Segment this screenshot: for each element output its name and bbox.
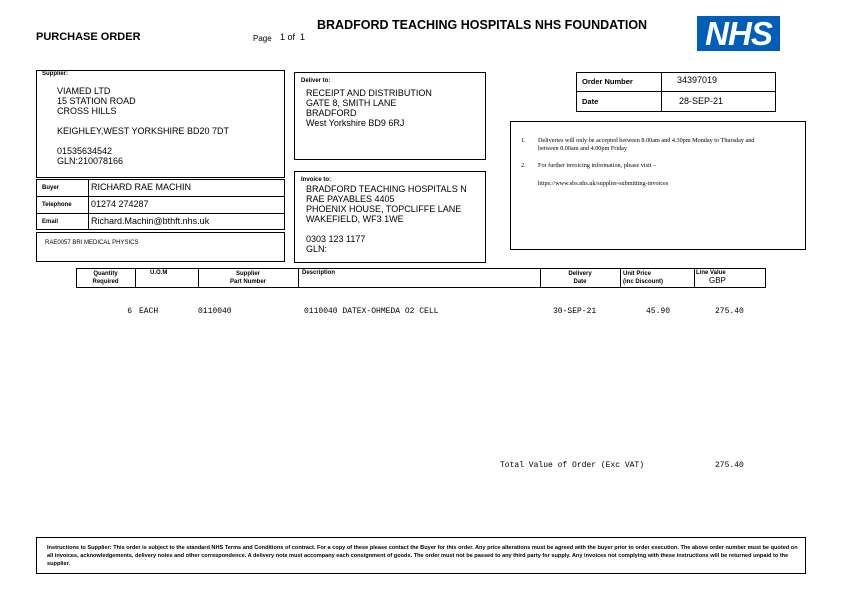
- buyer-telephone: 01274 274287: [91, 199, 149, 209]
- row-part-number: 0110040: [198, 307, 232, 316]
- instructions-text: Instructions to Supplier: This order is subject to the standard NHS Terms and Conditions of contract. For a copy of these please contact the Buyer for this order. Any price alterations must be agreed with the buyer prior to order execution. The above order number must be quoted on all invoices, acknowledgements, delivery notes and other correspondence. A delivery note must accompany each consignment of goods. The order must not be passed to any third party for supply. Any invoices not complying with these instructions will be returned unpaid to the supplier.: [47, 545, 798, 567]
- buyer-name: RICHARD RAE MACHIN: [91, 182, 192, 192]
- header-unit-price: Unit Price (inc Discount): [623, 271, 663, 285]
- page-number: 1 of 1: [280, 32, 306, 42]
- note-text: Deliveries will only be accepted between 8.00am and 4.30pm Monday to Thursday and between 8.00am and 4.00pm Friday: [538, 137, 755, 152]
- deliver-to-address: [306, 88, 432, 128]
- row-line-value: 275.40: [715, 307, 744, 316]
- deliver-line: BRADFORD: [306, 108, 357, 118]
- row-quantity: 6: [127, 307, 132, 316]
- order-date-value: 28-SEP-21: [679, 96, 724, 106]
- telephone-label: Telephone: [42, 202, 72, 208]
- deliver-to-box: [294, 72, 486, 160]
- cost-centre-box: [36, 232, 285, 262]
- invoice-to-box: [294, 171, 486, 263]
- notes-box: [510, 121, 806, 250]
- buyer-label: Buyer: [42, 185, 60, 191]
- total-label: Total Value of Order (Exc VAT): [500, 461, 645, 470]
- supplier-gln: GLN:210078166: [57, 156, 124, 166]
- supplier-line: VIAMED LTD: [57, 86, 111, 96]
- deliver-line: RECEIPT AND DISTRIBUTION: [306, 88, 432, 98]
- organisation-name: BRADFORD TEACHING HOSPITALS NHS FOUNDATION: [317, 18, 648, 32]
- header-line-value: Line Value GBP: [696, 270, 726, 285]
- header-delivery-date: Delivery Date: [568, 271, 592, 285]
- page-label: Page: [253, 34, 272, 43]
- supplier-line: CROSS HILLS: [57, 106, 117, 116]
- note-number: 2.: [521, 162, 526, 169]
- row-delivery-date: 30-SEP-21: [553, 307, 597, 316]
- invoice-to-label: Invoice to:: [301, 177, 332, 183]
- supplier-label: Supplier:: [42, 71, 69, 77]
- supplier-line: KEIGHLEY,WEST YORKSHIRE BD20 7DT: [57, 126, 230, 136]
- supplier-phone: 01535634542: [57, 146, 113, 156]
- email-label: Email: [42, 219, 59, 225]
- row-unit-price: 45.90: [646, 307, 671, 316]
- nhs-logo: [697, 16, 780, 51]
- note-text: For further invoicing information, please visit –: [538, 162, 657, 169]
- invoice-to-address: [306, 184, 467, 254]
- note-number: 1.: [521, 137, 526, 144]
- nhs-logo-text: NHS: [705, 15, 772, 52]
- cost-centre-text: RAE0057 BRI MEDICAL PHYSICS: [45, 240, 139, 246]
- order-number-label: Order Number: [582, 77, 633, 86]
- row-description: 0110040 DATEX-OHMEDA O2 CELL: [304, 307, 439, 316]
- row-uom: EACH: [139, 307, 159, 316]
- supplier-line: 15 STATION ROAD: [57, 96, 136, 106]
- invoice-phone: 0303 123 1177: [306, 234, 366, 244]
- invoice-info-link[interactable]: https://www.sbs.nhs.uk/supplier-submitting-invoices: [538, 180, 669, 187]
- deliver-line: West Yorkshire BD9 6RJ: [306, 118, 405, 128]
- buyer-email[interactable]: Richard.Machin@bthft.nhs.uk: [91, 216, 210, 226]
- total-value: 275.40: [715, 461, 744, 470]
- invoice-gln: GLN:: [306, 244, 328, 254]
- header-uom: U.O.M: [150, 270, 168, 276]
- deliver-line: GATE 8, SMITH LANE: [306, 98, 397, 108]
- invoice-line: PHOENIX HOUSE, TOPCLIFFE LANE: [306, 204, 462, 214]
- date-label: Date: [582, 97, 599, 106]
- supplier-address: [57, 86, 229, 166]
- header-description: Description: [302, 270, 336, 276]
- order-number-value: 34397019: [677, 75, 718, 85]
- invoice-line: BRADFORD TEACHING HOSPITALS N: [306, 184, 467, 194]
- deliver-to-label: Deliver to:: [301, 78, 331, 84]
- invoice-line: WAKEFIELD, WF3 1WE: [306, 214, 404, 224]
- instructions-box: [36, 537, 806, 574]
- document-title: PURCHASE ORDER: [36, 31, 141, 43]
- invoice-line: RAE PAYABLES 4405: [306, 194, 395, 204]
- header-supplier-part: Supplier Part Number: [229, 271, 266, 285]
- supplier-box: [36, 70, 285, 178]
- header-quantity: Quantity Required: [92, 271, 119, 285]
